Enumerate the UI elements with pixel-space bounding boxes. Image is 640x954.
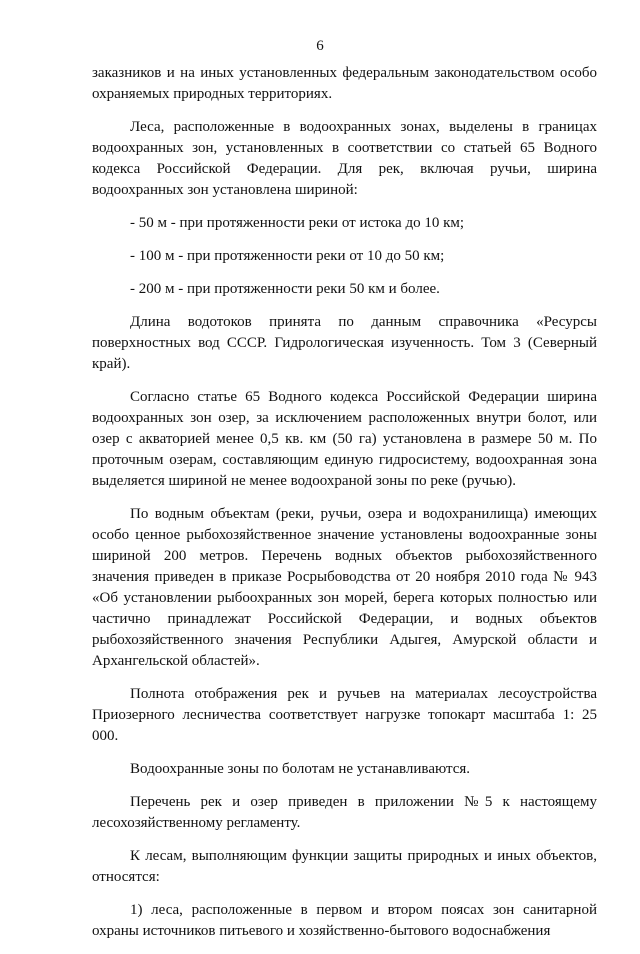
paragraph: По водным объектам (реки, ручьи, озера и водохранилища) имеющих особо ценное рыбохозяйственное значение установлены водоохранные зоны шириной 200 метров. Перечень водных объектов рыбохозяйственного значения приведен в приказе Росрыбоводства от 20 ноября 2010 года № 943 «Об установлении рыбоохранных зон морей, берега которых полностью или частично принадлежат Российской Федерации, и водных объектов рыбохозяйственного значения Республики Адыгея, Амурской области и Архангельской областей». (92, 506, 597, 669)
paragraph: Водоохранные зоны по болотам не устанавливаются. (130, 761, 471, 777)
list-item: - 200 м - при протяженности реки 50 км и более. (130, 281, 440, 297)
paragraph: 1) леса, расположенные в первом и втором поясах зон санитарной охраны источников питьевого и хозяйственно-бытового водоснабжения (92, 902, 597, 939)
paragraph: заказников и на иных установленных федеральным законодательством особо охраняемых природных территориях. (92, 65, 597, 102)
page-number: 6 (316, 38, 324, 54)
paragraph: К лесам, выполняющим функции защиты природных и иных объектов, относятся: (92, 848, 597, 885)
list-item: - 50 м - при протяженности реки от истока до 10 км; (130, 215, 465, 231)
paragraph: Леса, расположенные в водоохранных зонах, выделены в границах водоохранных зон, установленных в соответствии со статьей 65 Водного кодекса Российской Федерации. Для рек, включая ручьи, ширина водоохранных зон установлена шириной: (92, 119, 597, 198)
paragraph: Перечень рек и озер приведен в приложении №5 к настоящему лесохозяйственному регламенту. (92, 794, 597, 831)
list-item: - 100 м - при протяженности реки от 10 до 50 км; (130, 248, 445, 264)
paragraph: Длина водотоков принята по данным справочника «Ресурсы поверхностных вод СССР. Гидрологическая изученность. Том 3 (Северный край). (92, 314, 597, 372)
paragraph: Согласно статье 65 Водного кодекса Российской Федерации ширина водоохранных зон озер, за исключением расположенных внутри болот, или озер с акваторией менее 0,5 кв. км (50 га) установлена в размере 50 м. По проточным озерам, составляющим единую гидросистему, водоохранная зона выделяется шириной не менее водоохраной зоны по реке (ручью). (92, 389, 597, 489)
paragraph: Полнота отображения рек и ручьев на материалах лесоустройства Приозерного лесничества соответствует нагрузке топокарт масштаба 1: 25 000. (92, 686, 597, 744)
document-body (92, 63, 597, 954)
